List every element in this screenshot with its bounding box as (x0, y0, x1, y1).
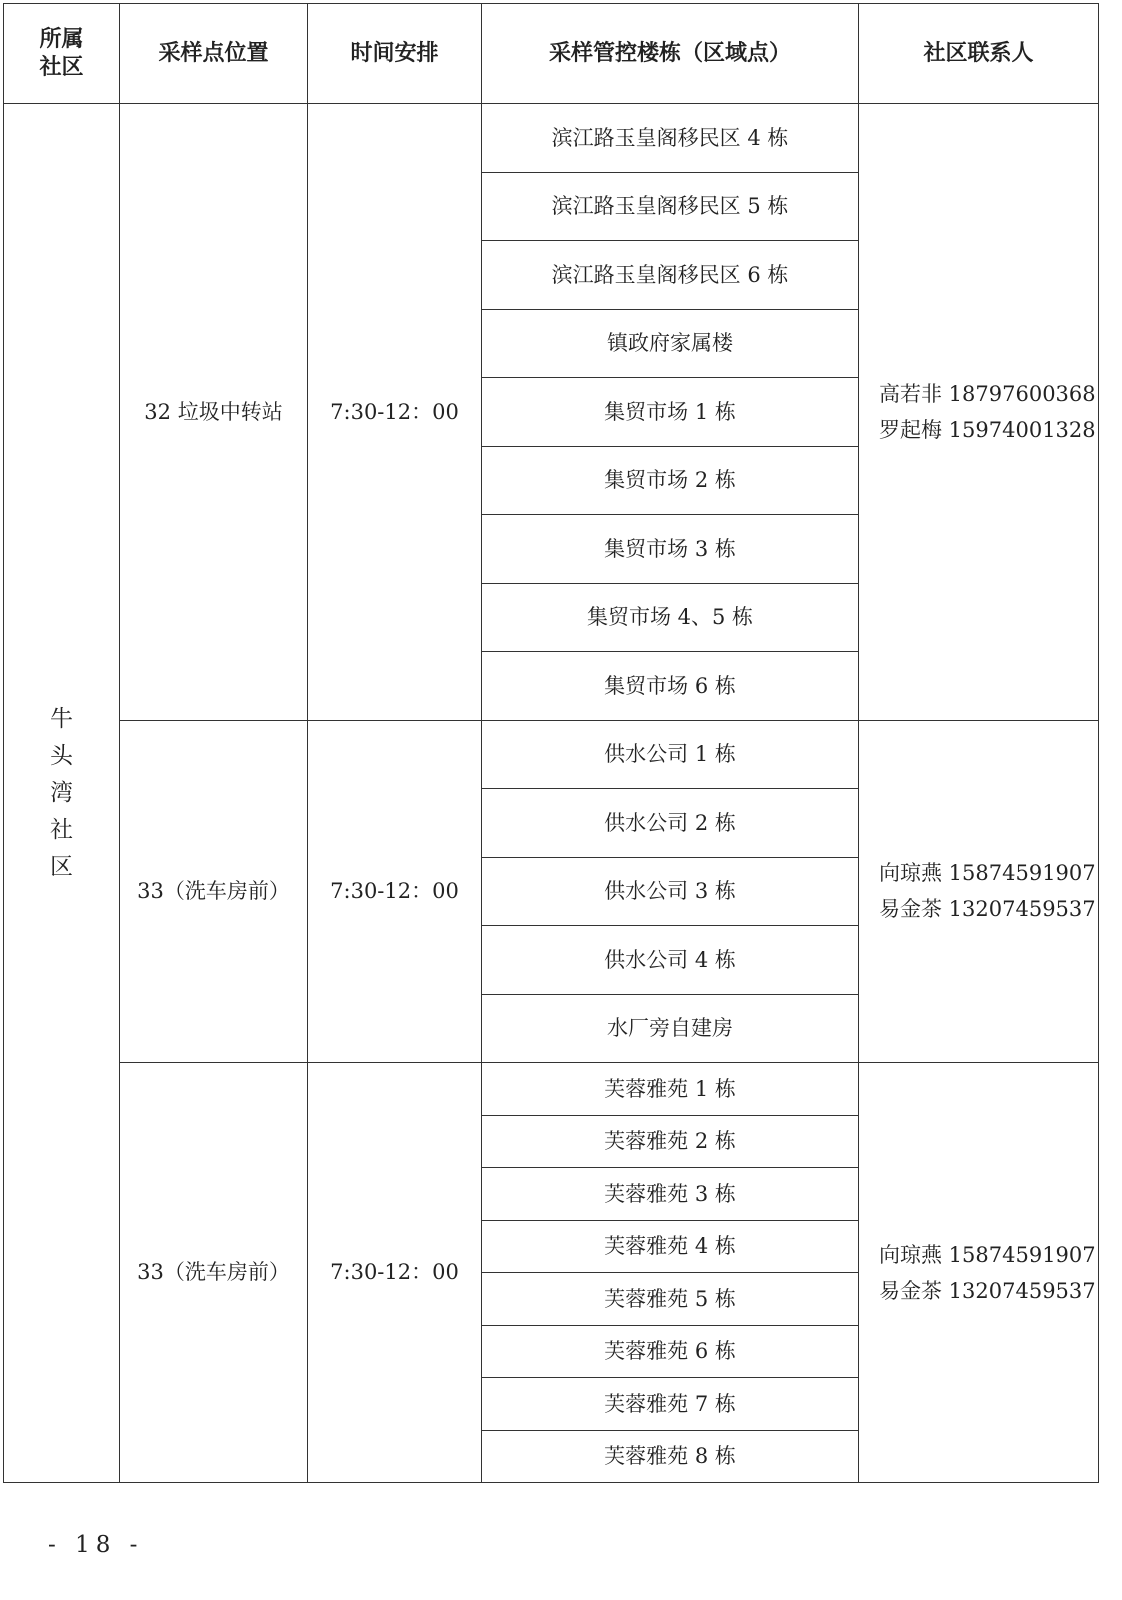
building-cell: 供水公司 1 栋 (482, 720, 859, 789)
location-cell: 32 垃圾中转站 (120, 104, 308, 721)
header-location: 采样点位置 (120, 4, 308, 104)
community-char: 社 (50, 816, 73, 843)
building-cell: 滨江路玉皇阁移民区 6 栋 (482, 241, 859, 310)
time-cell: 7:30-12：00 (308, 1063, 482, 1483)
building-cell: 芙蓉雅苑 8 栋 (482, 1430, 859, 1483)
community-char: 区 (50, 853, 73, 880)
building-cell: 芙蓉雅苑 7 栋 (482, 1378, 859, 1431)
sampling-schedule-table (3, 3, 1099, 1483)
header-buildings: 采样管控楼栋（区域点） (482, 4, 859, 104)
building-cell: 集贸市场 2 栋 (482, 446, 859, 515)
header-community: 所属 社区 (4, 4, 120, 104)
building-cell: 滨江路玉皇阁移民区 5 栋 (482, 172, 859, 241)
building-cell: 集贸市场 6 栋 (482, 652, 859, 721)
building-cell: 镇政府家属楼 (482, 309, 859, 378)
table-row (4, 720, 1099, 789)
building-cell: 滨江路玉皇阁移民区 4 栋 (482, 104, 859, 173)
contact-entry: 罗起梅 15974001328 (879, 417, 1096, 442)
building-cell: 芙蓉雅苑 2 栋 (482, 1115, 859, 1168)
time-cell: 7:30-12：00 (308, 104, 482, 721)
building-cell: 供水公司 4 栋 (482, 926, 859, 995)
community-cell (4, 104, 120, 1483)
contact-entry: 易金茶 13207459537 (879, 897, 1096, 922)
time-cell: 7:30-12：00 (308, 720, 482, 1063)
page-number: - 18 - (48, 1532, 144, 1558)
contact-entry: 易金茶 13207459537 (879, 1278, 1096, 1303)
building-cell: 集贸市场 4、5 栋 (482, 583, 859, 652)
building-cell: 集贸市场 3 栋 (482, 515, 859, 584)
contact-entry: 向琼燕 15874591907 (879, 861, 1096, 886)
contact-cell (859, 1063, 1099, 1483)
location-cell: 33（洗车房前） (120, 720, 308, 1063)
location-cell: 33（洗车房前） (120, 1063, 308, 1483)
header-contacts: 社区联系人 (859, 4, 1099, 104)
building-cell: 芙蓉雅苑 3 栋 (482, 1168, 859, 1221)
building-cell: 供水公司 2 栋 (482, 789, 859, 858)
building-cell: 芙蓉雅苑 4 栋 (482, 1220, 859, 1273)
building-cell: 供水公司 3 栋 (482, 857, 859, 926)
contact-cell (859, 720, 1099, 1063)
building-cell: 芙蓉雅苑 6 栋 (482, 1325, 859, 1378)
contact-entry: 向琼燕 15874591907 (879, 1242, 1096, 1267)
header-row (4, 4, 1099, 104)
building-cell: 集贸市场 1 栋 (482, 378, 859, 447)
building-cell: 芙蓉雅苑 1 栋 (482, 1063, 859, 1116)
building-cell: 水厂旁自建房 (482, 994, 859, 1063)
table-row (4, 1063, 1099, 1116)
contact-cell (859, 104, 1099, 721)
community-char: 湾 (50, 779, 73, 806)
table-row (4, 104, 1099, 173)
community-char: 头 (50, 742, 73, 769)
header-schedule: 时间安排 (308, 4, 482, 104)
community-char: 牛 (50, 705, 73, 732)
contact-entry: 高若非 18797600368 (879, 381, 1096, 406)
building-cell: 芙蓉雅苑 5 栋 (482, 1273, 859, 1326)
